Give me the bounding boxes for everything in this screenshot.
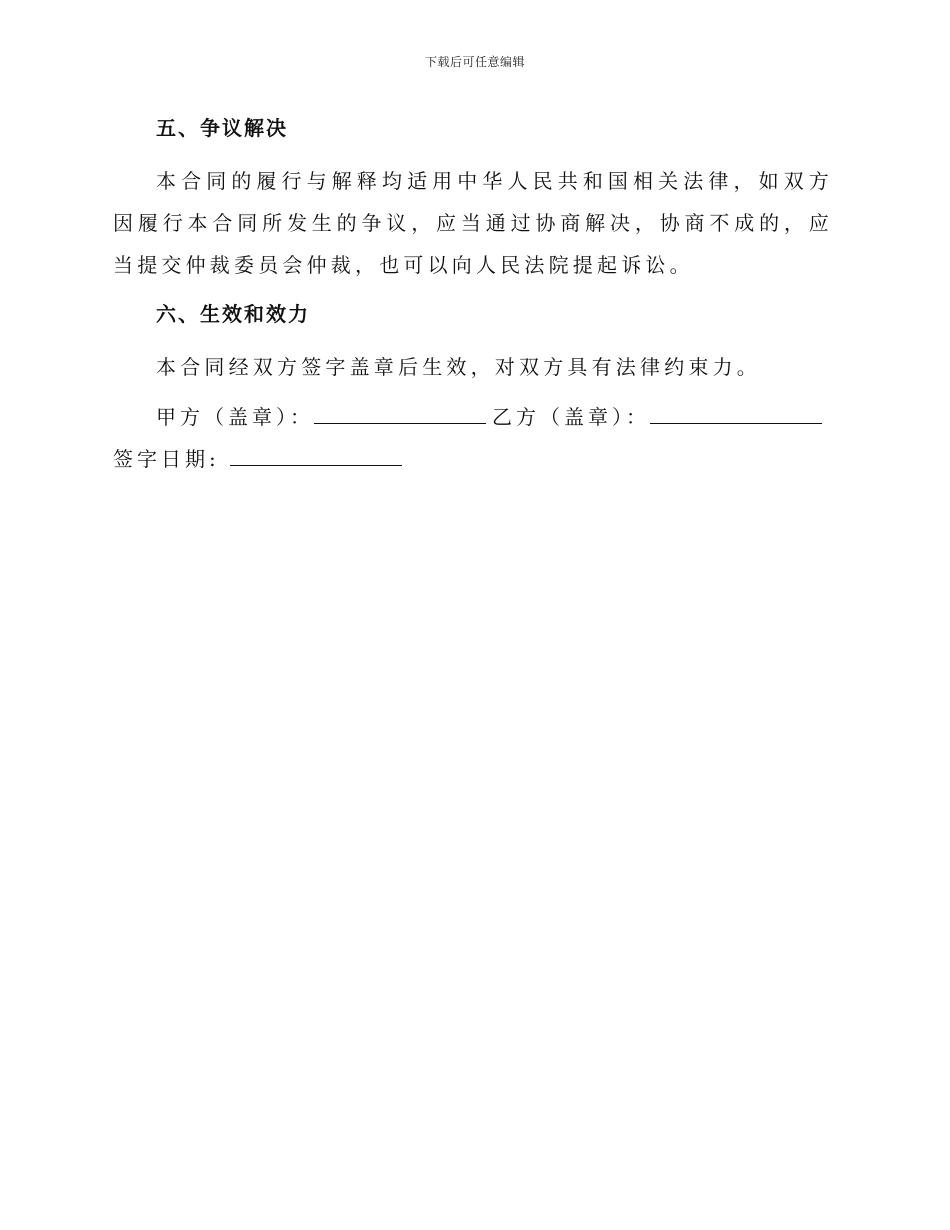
- page-header: 下载后可任意编辑: [424, 55, 525, 69]
- document-body: [113, 110, 833, 480]
- signature-row-parties: [113, 396, 833, 438]
- section-heading-effect: 六、生效和效力: [156, 302, 310, 326]
- date-signature-line: [230, 445, 402, 466]
- paragraph-effect: 本合同经双方签字盖章后生效，对双方具有法律约束力。: [156, 355, 761, 379]
- date-label: 签字日期:: [113, 447, 220, 471]
- party-a-signature-line: [314, 403, 486, 424]
- party-a-label: 甲方（盖章）：: [156, 405, 314, 429]
- signature-row-date: [113, 438, 833, 480]
- party-b-signature-line: [650, 403, 822, 424]
- party-b-label: 乙方（盖章）：: [492, 405, 650, 429]
- section-heading-dispute: 五、争议解决: [156, 116, 288, 140]
- paragraph-dispute: 本合同的履行与解释均适用中华人民共和国相关法律，如双方因履行本合同所发生的争议，应当通过协商解决，协商不成的，应当提交仲裁委员会仲裁，也可以向人民法院提起诉讼。: [113, 169, 833, 277]
